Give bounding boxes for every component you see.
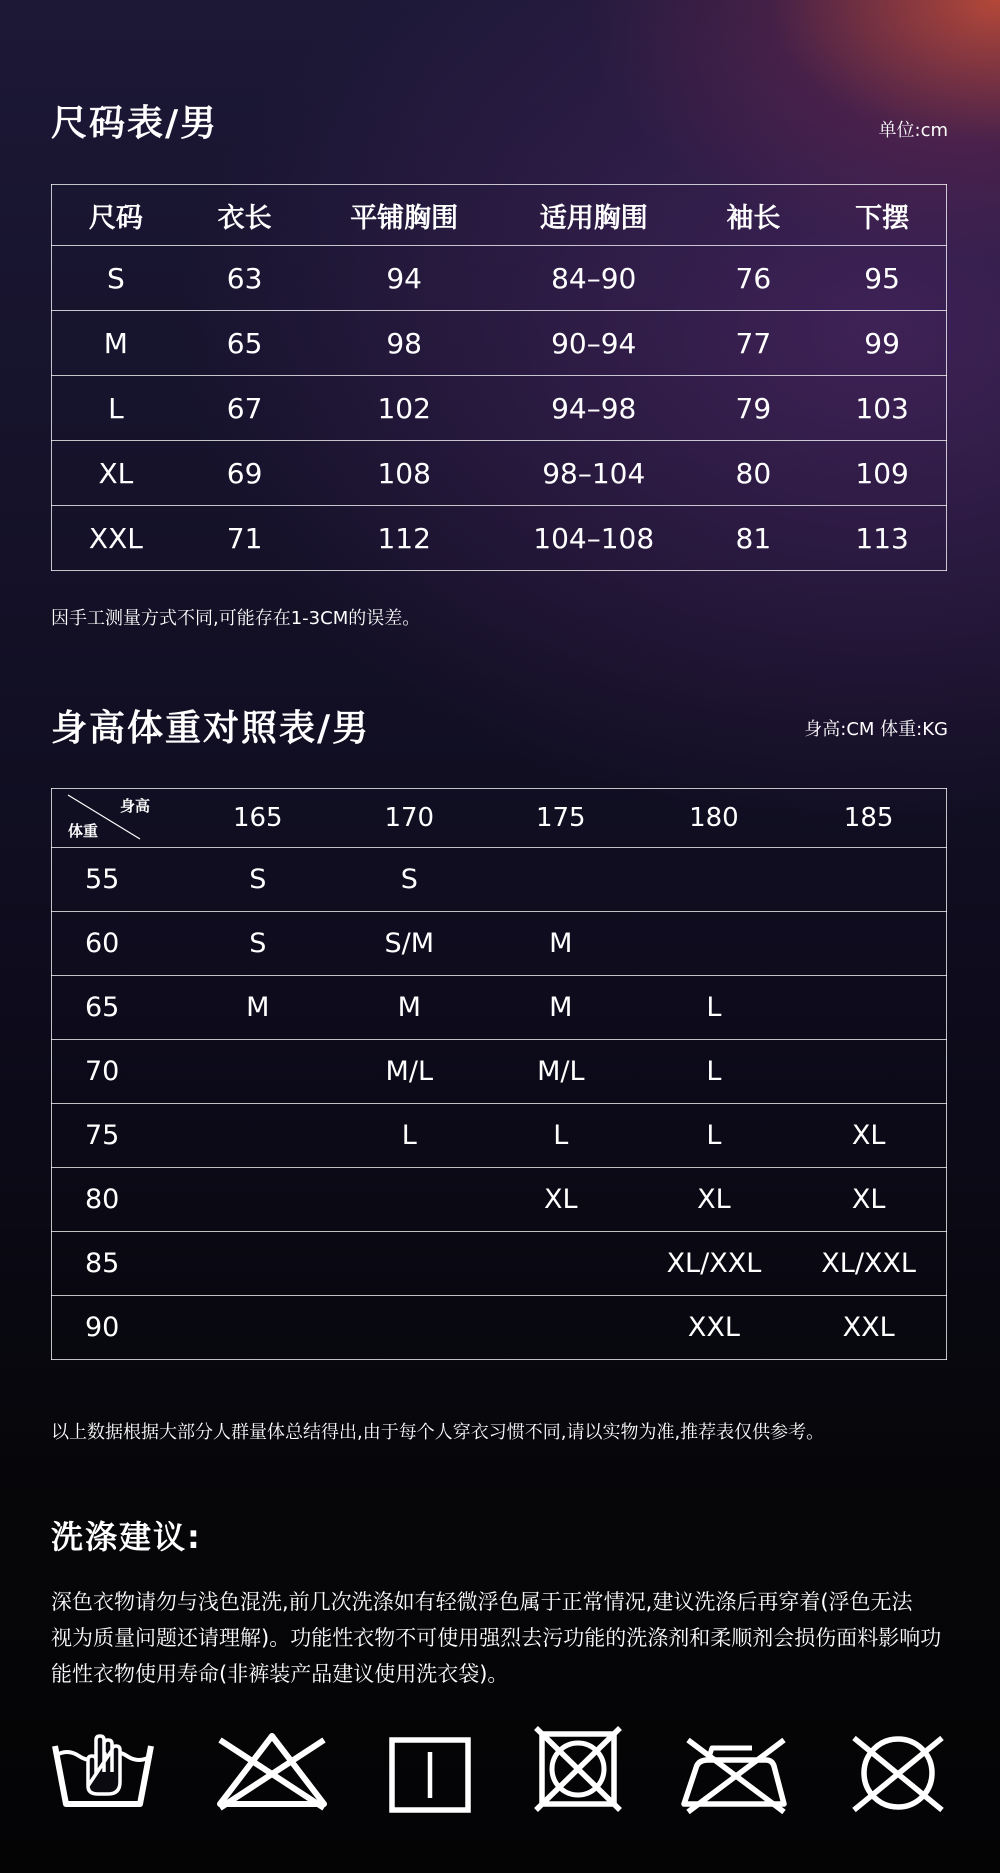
size-recommendation-cell: M <box>485 976 637 1040</box>
size-recommendation-cell: XL <box>637 1168 792 1232</box>
size-value-cell: 94 <box>309 246 499 311</box>
size-value-cell: 71 <box>180 506 310 571</box>
size-recommendation-cell: L <box>637 1040 792 1104</box>
size-recommendation-cell: XL/XXL <box>791 1232 946 1296</box>
height-weight-title: 身高体重对照表/男 <box>51 708 371 749</box>
size-recommendation-cell: S <box>182 848 334 912</box>
size-chart-note: 因手工测量方式不同,可能存在1-3CM的误差。 <box>51 608 421 629</box>
size-value-cell: 99 <box>818 311 946 376</box>
size-value-cell: 112 <box>309 506 499 571</box>
weight-label-cell: 55 <box>52 848 183 912</box>
weight-label-cell: 90 <box>52 1296 183 1360</box>
size-value-cell: 94–98 <box>499 376 689 441</box>
height-header: 165 <box>182 789 334 848</box>
size-recommendation-cell <box>791 1040 946 1104</box>
size-value-cell: 84–90 <box>499 246 689 311</box>
size-value-cell: 113 <box>818 506 946 571</box>
size-recommendation-cell: XL <box>485 1168 637 1232</box>
size-label-cell: M <box>52 311 180 376</box>
size-recommendation-cell <box>485 1296 637 1360</box>
washing-line: 深色衣物请勿与浅色混洗,前几次洗涤如有轻微浮色属于正常情况,建议洗涤后再穿着(浮色无法 <box>51 1590 913 1614</box>
size-recommendation-cell: L <box>334 1104 486 1168</box>
size-row <box>52 376 947 441</box>
corner-weight-label: 体重 <box>68 822 99 840</box>
weight-row <box>52 1168 947 1232</box>
size-value-cell: 108 <box>309 441 499 506</box>
size-recommendation-cell <box>485 1232 637 1296</box>
size-row <box>52 506 947 571</box>
weight-label-cell: 75 <box>52 1104 183 1168</box>
size-recommendation-cell <box>791 912 946 976</box>
size-recommendation-cell: S <box>334 848 486 912</box>
size-recommendation-cell: L <box>485 1104 637 1168</box>
size-recommendation-cell: M <box>182 976 334 1040</box>
size-recommendation-cell <box>182 1232 334 1296</box>
column-header: 平铺胸围 <box>309 185 499 246</box>
weight-label-cell: 85 <box>52 1232 183 1296</box>
corner-cell <box>52 789 183 848</box>
size-recommendation-cell <box>637 848 792 912</box>
size-value-cell: 98–104 <box>499 441 689 506</box>
size-chart-unit: 单位:cm <box>878 120 948 141</box>
size-value-cell: 95 <box>818 246 946 311</box>
weight-row <box>52 1296 947 1360</box>
size-recommendation-cell: S/M <box>334 912 486 976</box>
size-recommendation-cell: M/L <box>485 1040 637 1104</box>
size-recommendation-cell: S <box>182 912 334 976</box>
size-row <box>52 441 947 506</box>
height-weight-table <box>51 788 947 1360</box>
washing-line: 能性衣物使用寿命(非裤装产品建议使用洗衣袋)。 <box>51 1662 509 1686</box>
size-recommendation-cell: L <box>637 1104 792 1168</box>
corner-height-label: 身高 <box>119 797 150 815</box>
weight-row <box>52 1040 947 1104</box>
height-header-row <box>52 789 947 848</box>
size-recommendation-cell: XXL <box>791 1296 946 1360</box>
height-weight-note: 以上数据根据大部分人群量体总结得出,由于每个人穿衣习惯不同,请以实物为准,推荐表仅供参考。 <box>51 1422 825 1443</box>
size-label-cell: L <box>52 376 180 441</box>
size-recommendation-cell <box>791 848 946 912</box>
size-label-cell: XXL <box>52 506 180 571</box>
weight-row <box>52 1104 947 1168</box>
size-chart-table <box>51 184 947 571</box>
size-value-cell: 69 <box>180 441 310 506</box>
size-recommendation-cell: XL/XXL <box>637 1232 792 1296</box>
weight-row <box>52 848 947 912</box>
size-recommendation-cell: L <box>637 976 792 1040</box>
hand-wash-icon <box>52 1730 154 1812</box>
size-value-cell: 77 <box>689 311 819 376</box>
weight-row <box>52 912 947 976</box>
height-header: 180 <box>637 789 792 848</box>
no-dry-clean-icon <box>848 1730 948 1814</box>
size-value-cell: 104–108 <box>499 506 689 571</box>
size-value-cell: 109 <box>818 441 946 506</box>
size-recommendation-cell <box>485 848 637 912</box>
size-recommendation-cell <box>182 1168 334 1232</box>
column-header: 下摆 <box>818 185 946 246</box>
size-value-cell: 98 <box>309 311 499 376</box>
size-value-cell: 63 <box>180 246 310 311</box>
weight-label-cell: 65 <box>52 976 183 1040</box>
column-header: 衣长 <box>180 185 310 246</box>
weight-row <box>52 976 947 1040</box>
size-recommendation-cell <box>637 912 792 976</box>
size-value-cell: 76 <box>689 246 819 311</box>
no-tumble-dry-icon <box>534 1726 622 1812</box>
size-row <box>52 246 947 311</box>
size-label-cell: XL <box>52 441 180 506</box>
weight-label-cell: 70 <box>52 1040 183 1104</box>
size-value-cell: 79 <box>689 376 819 441</box>
washing-line: 视为质量问题还请理解)。功能性衣物不可使用强烈去污功能的洗涤剂和柔顺剂会损伤面料影响功 <box>51 1626 942 1650</box>
size-value-cell: 90–94 <box>499 311 689 376</box>
weight-row <box>52 1232 947 1296</box>
no-bleach-icon <box>212 1730 332 1812</box>
size-recommendation-cell <box>334 1296 486 1360</box>
size-recommendation-cell: XL <box>791 1104 946 1168</box>
washing-text <box>51 1584 971 1692</box>
size-recommendation-cell <box>182 1040 334 1104</box>
size-value-cell: 67 <box>180 376 310 441</box>
size-recommendation-cell <box>334 1168 486 1232</box>
weight-label-cell: 80 <box>52 1168 183 1232</box>
height-header: 175 <box>485 789 637 848</box>
size-recommendation-cell: M <box>334 976 486 1040</box>
size-recommendation-cell <box>791 976 946 1040</box>
size-label-cell: S <box>52 246 180 311</box>
line-dry-icon <box>388 1736 472 1814</box>
size-recommendation-cell <box>334 1232 486 1296</box>
column-header: 适用胸围 <box>499 185 689 246</box>
washing-title: 洗涤建议: <box>51 1518 202 1556</box>
weight-label-cell: 60 <box>52 912 183 976</box>
height-header: 185 <box>791 789 946 848</box>
size-value-cell: 81 <box>689 506 819 571</box>
height-header: 170 <box>334 789 486 848</box>
no-iron-icon <box>678 1730 792 1814</box>
size-chart-header-row <box>52 185 947 246</box>
size-recommendation-cell: M <box>485 912 637 976</box>
size-recommendation-cell: XXL <box>637 1296 792 1360</box>
size-recommendation-cell <box>182 1296 334 1360</box>
size-recommendation-cell: XL <box>791 1168 946 1232</box>
size-recommendation-cell: M/L <box>334 1040 486 1104</box>
size-recommendation-cell <box>182 1104 334 1168</box>
size-row <box>52 311 947 376</box>
column-header: 尺码 <box>52 185 180 246</box>
size-value-cell: 80 <box>689 441 819 506</box>
height-weight-unit: 身高:CM 体重:KG <box>804 719 948 740</box>
size-value-cell: 103 <box>818 376 946 441</box>
size-value-cell: 65 <box>180 311 310 376</box>
column-header: 袖长 <box>689 185 819 246</box>
size-value-cell: 102 <box>309 376 499 441</box>
size-chart-title: 尺码表/男 <box>51 103 219 144</box>
